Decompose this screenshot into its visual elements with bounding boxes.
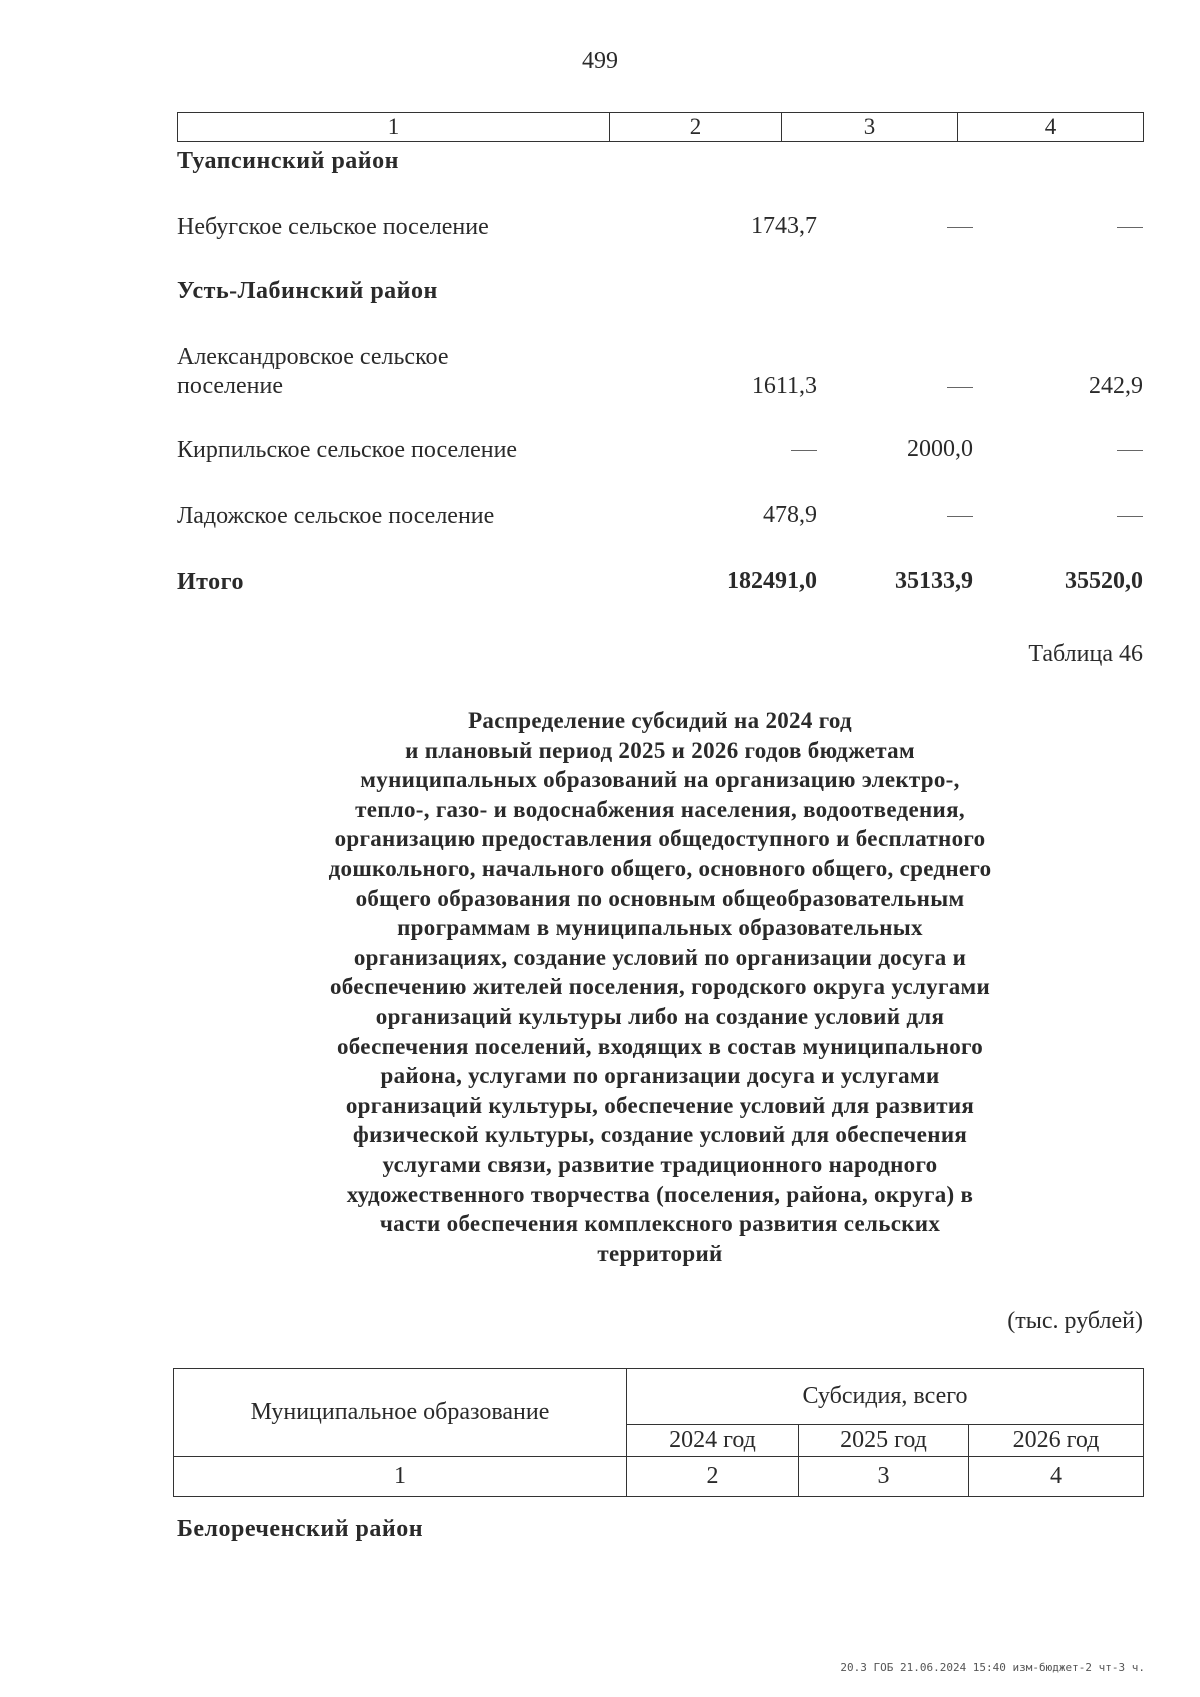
total-2024: 182491,0 [727, 568, 817, 594]
col-number-4: 4 [969, 1457, 1144, 1497]
dash-mark [1117, 516, 1143, 517]
title-line: и плановый период 2025 и 2026 годов бюджетам [405, 737, 915, 763]
dash-mark [791, 450, 817, 451]
value-2024: 478,9 [763, 502, 817, 528]
title-line: программам в муниципальных образовательных [397, 915, 923, 941]
value-2025 [833, 373, 973, 400]
subsidy-table-header [173, 1368, 1144, 1497]
dash-mark [1117, 227, 1143, 228]
value-2024: 1611,3 [751, 373, 817, 399]
dash-mark [1117, 450, 1143, 451]
district-heading: Туапсинский район [177, 148, 399, 174]
value-2026 [1003, 213, 1143, 240]
district-heading: Белореченский район [177, 1516, 424, 1542]
title-line: физической культуры, создание условий для обеспечения [352, 1122, 968, 1148]
value-2025 [833, 213, 973, 240]
subsidy-total-header: Субсидия, всего [627, 1369, 1144, 1425]
title-line: организаций культуры, обеспечение условий для развития [345, 1092, 975, 1118]
title-line: дошкольного, начального общего, основного общего, среднего [328, 855, 992, 881]
col-number-3: 3 [799, 1457, 969, 1497]
title-line: обеспечению жителей поселения, городского округа услугами [329, 974, 991, 1000]
year-2026-header: 2026 год [969, 1425, 1144, 1457]
title-line: художественного творчества (поселения, района, округа) в [346, 1181, 974, 1207]
title-line: организациях, создание условий по организации досуга и [353, 944, 967, 970]
title-line: организацию предоставления общедоступного и бесплатного [334, 826, 986, 852]
dash-mark [947, 387, 973, 388]
title-line: услугами связи, развитие традиционного народного [382, 1151, 938, 1177]
title-line: обеспечения поселений, входящих в состав муниципального [336, 1033, 983, 1059]
value-2026 [1003, 502, 1143, 529]
year-2025-header: 2025 год [799, 1425, 969, 1457]
title-line: тепло-, газо- и водоснабжения населения, водоотведения, [355, 796, 965, 822]
top-column-header [177, 112, 1144, 142]
title-line: района, услугами по организации досуга и услугами [380, 1063, 940, 1089]
col-number-1: 1 [178, 113, 610, 142]
col-number-2: 2 [627, 1457, 799, 1497]
dash-mark [947, 516, 973, 517]
row-name: Кирпильское сельское поселение [177, 437, 518, 463]
title-line: части обеспечения комплексного развития сельских [379, 1211, 941, 1237]
value-2024 [677, 436, 817, 463]
value-2024: 1743,7 [751, 213, 817, 239]
table-title [200, 706, 1120, 1268]
title-line: общего образования по основным общеобразовательным [355, 885, 965, 911]
year-2024-header: 2024 год [627, 1425, 799, 1457]
title-line: Распределение субсидий на 2024 год [468, 708, 852, 733]
district-heading: Усть-Лабинский район [177, 278, 438, 304]
title-line: организаций культуры либо на создание условий для [375, 1003, 945, 1029]
title-line: территорий [597, 1240, 723, 1266]
value-2025 [833, 502, 973, 529]
dash-mark [947, 227, 973, 228]
row-name: Александровское сельское поселение [177, 344, 449, 399]
value-2026: 242,9 [1089, 373, 1143, 399]
col-number-1: 1 [174, 1457, 627, 1497]
col-number-2: 2 [610, 113, 782, 142]
title-line: муниципальных образований на организацию электро-, [360, 767, 960, 793]
total-2026: 35520,0 [1065, 568, 1143, 594]
col-number-4: 4 [958, 113, 1144, 142]
value-2026 [1003, 436, 1143, 463]
units-label: (тыс. рублей) [1007, 1308, 1143, 1334]
total-label: Итого [177, 569, 244, 595]
row-name: Небугское сельское поселение [177, 214, 489, 240]
total-2025: 35133,9 [895, 568, 973, 594]
value-2025: 2000,0 [907, 436, 973, 462]
page-number: 499 [582, 48, 618, 74]
row-name: Ладожское сельское поселение [177, 503, 495, 529]
municipality-header: Муниципальное образование [174, 1369, 627, 1457]
table-number: Таблица 46 [1028, 641, 1143, 667]
col-number-3: 3 [782, 113, 958, 142]
footer-code: 20.3 ГОБ 21.06.2024 15:40 изм-бюджет-2 чт-3 ч. [840, 1661, 1145, 1674]
